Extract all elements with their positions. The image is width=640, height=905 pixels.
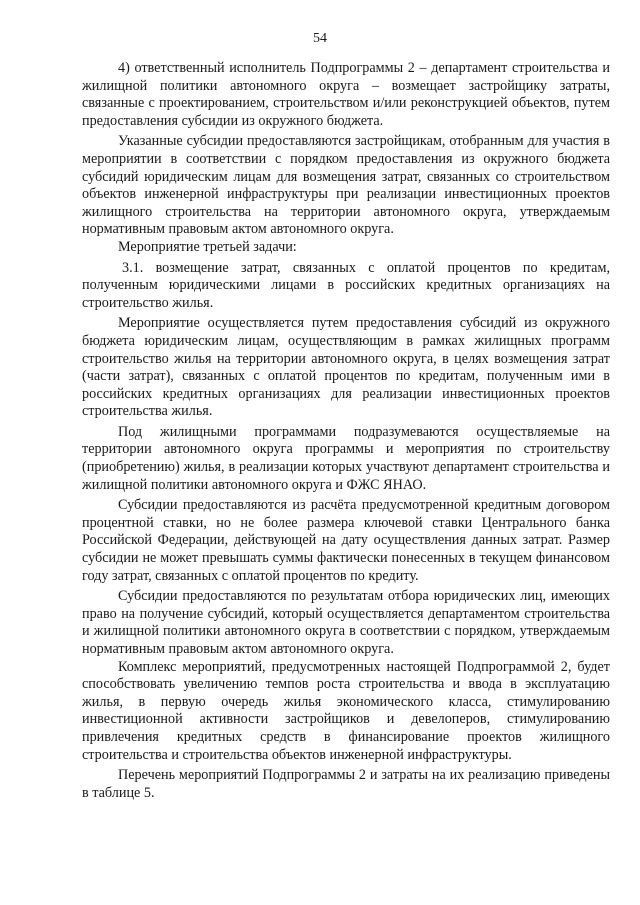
paragraph-item-3-1: 3.1. возмещение затрат, связанных с оплатой процентов по кредитам, полученным юридическими лицами в российских кредитных организациях на строительство жилья. [82,259,610,311]
paragraph-selection: Субсидии предоставляются по результатам отбора юридических лиц, имеющих право на получение субсидий, который осуществляется департаментом строительства и жилищной политики автономного округа в соответствии с порядком, утверждаемым нормативным правовым актом автономного округа. [82,588,610,657]
page-number: 54 [313,31,327,46]
paragraph-complex-measures: Комплекс мероприятий, предусмотренных настоящей Подпрограммой 2, будет способствовать увеличению темпов роста строительства и ввода в эксплуатацию жилья, в первую очередь жилья экономического класса, стимулированию инвестиционной активности застройщиков и девелоперов, стимулированию привлечения кредитных средств в финансирование проектов жилищного строительства и строительства объектов инженерной инфраструктуры. [82,658,610,763]
paragraph-housing-programs: Под жилищными программами подразумеваются осуществляемые на территории автономного округа программы и мероприятия по строительству (приобретению) жилья, в реализации которых участвуют департамент строительства и жилищной политики автономного округа и ФЖС ЯНАО. [82,423,610,493]
paragraph-table-reference: Перечень мероприятий Подпрограммы 2 и затраты на их реализацию приведены в таблице 5. [82,767,610,801]
paragraph-measure-implementation: Мероприятие осуществляется путем предоставления субсидий из окружного бюджета юридическим лицам, осуществляющим в рамках жилищных программ строительство жилья на территории автономного округа, в целях возмещения затрат (части затрат), связанных с оплатой процентов по кредитам, полученным ими в российских кредитных организациях для реализации инвестиционных проектов строительства жилья. [82,315,610,420]
paragraph-responsible-executor: 4) ответственный исполнитель Подпрограммы 2 – департамент строительства и жилищной политики автономного округа – возмещает застройщику затраты, связанные с проектированием, строительством и/или реконструкцией объектов, путем предоставления субсидии из окружного бюджета. [82,60,610,129]
paragraph-third-task-heading: Мероприятие третьей задачи: [118,238,297,255]
paragraph-subsidies-developers: Указанные субсидии предоставляются застройщикам, отобранным для участия в мероприятии в соответствии с порядком предоставления из окружного бюджета субсидий юридическим лицам для возмещения затрат, связанных со строительством объектов инженерной инфраструктуры при реализации инвестиционных проектов жилищного строительства на территории автономного округа, утверждаемым нормативным правовым актом автономного округа. [82,133,610,238]
body-text [82,60,610,802]
paragraph-subsidy-rate: Субсидии предоставляются из расчёта предусмотренной кредитным договором процентной ставки, но не более размера ключевой ставки Центрального банка Российской Федерации, действующей на дату осуществления данных затрат. Размер субсидии не может превышать суммы фактически понесенных в текущем финансовом году затрат, связанных с оплатой процентов по кредиту. [82,497,610,584]
